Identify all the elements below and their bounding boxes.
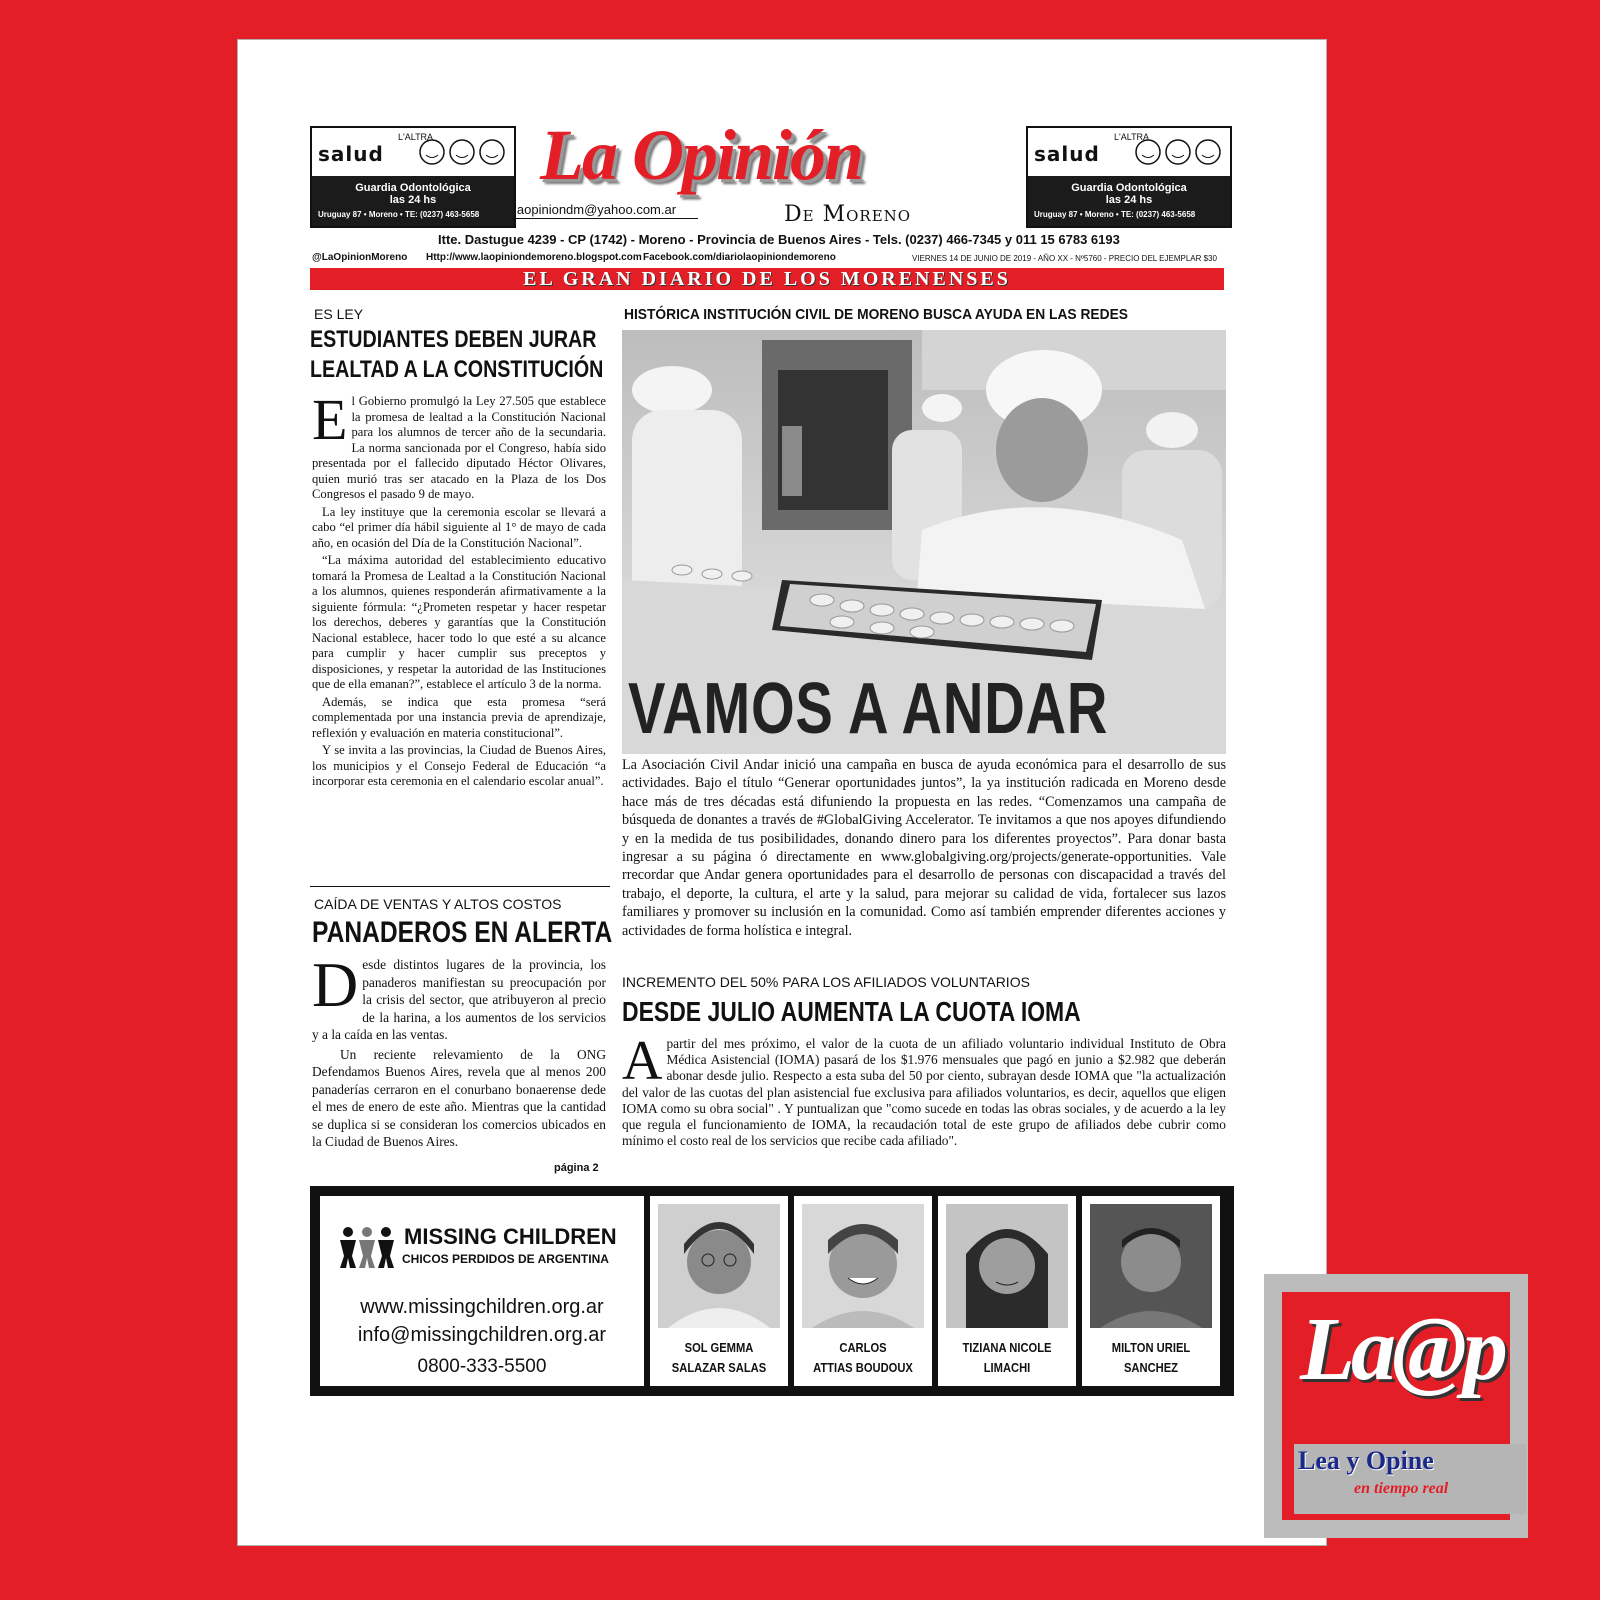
newspaper-page: [238, 40, 1326, 1545]
lap-logo: [1264, 1274, 1528, 1538]
ad-salud: salud: [1034, 142, 1100, 166]
ad-address: Uruguay 87 • Moreno • TE: (0237) 463-5658: [1034, 210, 1196, 219]
story2-paragraph: Un reciente relevamiento de la ONG Defendamos Buenos Aires, revela que al menos 200 panaderías cerraron en el conurbano bonaerense dede el mes de enero de este año. Mientras que la cantidad se duplica si se consideran los comercios ubicados en la Ciudad de Buenos Aires.: [312, 1046, 606, 1149]
child-name-line2: SANCHEZ: [1123, 1360, 1179, 1375]
masthead-address: Itte. Dastugue 4239 - CP (1742) - Moreno - Provincia de Buenos Aires - Tels. (0237) 466-7345 y 011 15 6783 6193: [438, 232, 1120, 247]
story1-paragraph: l Gobierno promulgó la Ley 27.505 que establece la promesa de lealtad a la Constitución Nacional para los alumnos de tercer año de la secundaria. La norma sancionada por el Congreso, había sido presentada por el fallecido diputado Héctor Olivares, quien murió tras ser atacado en la Plaza de los Dos Congresos el pasado 9 de mayo.: [312, 394, 606, 501]
child-name-line2: LIMACHI: [983, 1360, 1031, 1375]
missing-children-web[interactable]: www.missingchildren.org.ar: [360, 1296, 604, 1318]
column-divider: [310, 886, 610, 887]
child-name-line1: SOL GEMMA: [684, 1340, 754, 1355]
children-figures-icon: [336, 1226, 398, 1270]
masthead-email: laopiniondm@yahoo.com.ar: [514, 202, 677, 217]
child-name-line1: CARLOS: [839, 1340, 887, 1355]
story1-body: [312, 387, 606, 792]
lap-subtagline: en tiempo real: [1354, 1480, 1449, 1497]
story1-paragraph: “La máxima autoridad del establecimiento educativo tomará la Promesa de Lealtad a la Constitución Nacional a los alumnos, quienes responderán afirmativamente a la siguiente fórmula: “¿Prometen respetar y hacer respetar los derechos, deberes y garantías que la Constitución Nacional establece, hacer todo lo que esté a su alcance para cumplir y hacer cumplir sus preceptos y disposiciones, y respetar la autoridad de las Instituciones que de ella emanan?”, establece el artículo 3 de la norma.: [312, 553, 606, 691]
masthead-subtitle: De Moreno: [784, 202, 912, 227]
dateline: VIERNES 14 DE JUNIO DE 2019 - AÑO XX - Nº5760 - PRECIO DEL EJEMPLAR $30: [912, 254, 1217, 263]
story2-headline: PANADEROS EN ALERTA: [312, 916, 613, 949]
lap-tagline: Lea y Opine: [1298, 1446, 1434, 1475]
missing-children-email[interactable]: info@missingchildren.org.ar: [357, 1324, 607, 1346]
story3-dropcap: A: [622, 1030, 663, 1092]
story2-body: [312, 949, 606, 1153]
story2-dropcap: D: [312, 949, 359, 1020]
lap-mark: La@p: [1300, 1300, 1504, 1399]
ad-guardia: Guardia Odontológica: [1071, 182, 1187, 194]
child-photo: [802, 1204, 924, 1328]
main-title: VAMOS A ANDAR: [628, 669, 1109, 749]
ad-laltra: L'ALTRA: [1114, 132, 1150, 142]
ad-hours: las 24 hs: [1105, 194, 1153, 206]
missing-child-card: [1082, 1196, 1220, 1386]
child-photo: [946, 1204, 1068, 1328]
smiling-teeth-icon: [1134, 136, 1224, 168]
missing-child-card: [794, 1196, 932, 1386]
twitter-handle: @LaOpinionMoreno: [312, 252, 408, 263]
missing-children-phone: 0800-333-5500: [417, 1356, 547, 1377]
child-name-line1: TIZIANA NICOLE: [962, 1340, 1052, 1355]
missing-children-title: MISSING CHILDREN: [404, 1224, 617, 1249]
child-name-line2: SALAZAR SALAS: [671, 1360, 767, 1375]
story1-headline-line1: ESTUDIANTES DEBEN JURAR: [310, 326, 597, 353]
child-photo: [658, 1204, 780, 1328]
ad-hours: las 24 hs: [389, 194, 437, 206]
story1-headline-line2: LEALTAD A LA CONSTITUCIÓN: [310, 356, 604, 383]
child-name-line2: ATTIAS BOUDOUX: [813, 1360, 913, 1375]
child-photo: [1090, 1204, 1212, 1328]
facebook-url: Facebook.com/diariolaopiniondemoreno: [643, 252, 836, 263]
story1-paragraph: La ley instituye que la ceremonia escolar se llevará a cabo “el primer día hábil siguiente al 1° de mayo de cada año, en ocasión del Día de la Constitución Nacional”.: [312, 504, 606, 550]
missing-children-info: [320, 1196, 644, 1386]
missing-child-card: [650, 1196, 788, 1386]
missing-child-card: [938, 1196, 1076, 1386]
smiling-teeth-icon: [418, 136, 508, 168]
ad-address: Uruguay 87 • Moreno • TE: (0237) 463-5658: [318, 210, 480, 219]
story3-text: partir del mes próximo, el valor de la cuota de un afiliado voluntario individual Instituto de Obra Médica Asistencial (IOMA) pasará de los $1.976 mensuales que pagó en junio a $2.982 que deberán abonar desde julio. Respecto a esta suba del 50 por ciento, subrayan desde IOMA que "la actualización del valor de las cuotas del plan asistencial fue exclusiva para afiliados voluntarios, es decir, aquellos que eligen IOMA como su obra social" . Y puntualizan que "como sucede en todas las obras sociales, y de acuerdo a la ley que regula el funcionamiento de IOMA, la recaudación total de este grupo de afiliados debe cubrir como mínimo el costo real de los servicios que recibe cada afiliado".: [622, 1036, 1226, 1149]
main-kicker: HISTÓRICA INSTITUCIÓN CIVIL DE MORENO BUSCA AYUDA EN LAS REDES: [624, 306, 1129, 323]
story3-headline: DESDE JULIO AUMENTA LA CUOTA IOMA: [622, 996, 1081, 1027]
masthead-logo: La Opinión: [540, 115, 863, 195]
story2-paragraph: esde distintos lugares de la provincia, los panaderos manifiestan su preocupación por la crisis del sector, que atribuyeron al precio de la harina, a los aumentos de los servicios y a la caída en las ventas.: [312, 957, 606, 1042]
story2-kicker: CAÍDA DE VENTAS Y ALTOS COSTOS: [314, 896, 562, 912]
ad-salud: salud: [318, 142, 384, 166]
ad-guardia: Guardia Odontológica: [355, 182, 471, 194]
story1-paragraph: Y se invita a las provincias, la Ciudad de Buenos Aires, los municipios y el Consejo Federal de Educación “a incorporar esta ceremonia en el calendario escolar anual”.: [312, 743, 606, 788]
ad-laltra: L'ALTRA: [398, 132, 434, 142]
story3-body: [622, 1030, 1226, 1149]
story1-paragraph: Además, se indica que esta promesa “será complementada por una instancia previa de aprendizaje, reflexión y evaluación en materia constitucional”.: [312, 694, 606, 740]
child-name-line1: MILTON URIEL: [1111, 1340, 1191, 1355]
salud-ad-right: [1026, 126, 1232, 228]
blog-url: Http://www.laopiniondemoreno.blogspot.com: [426, 252, 642, 263]
email-underline: [510, 218, 698, 219]
lap-tagline-box: [1294, 1444, 1526, 1514]
main-body: La Asociación Civil Andar inició una campaña en busca de ayuda económica para el desarrollo de sus actividades. Bajo el título “Generar oportunidades juntos”, la ya institución radicada en Moreno desde hace más de tres décadas está difuniendo la propuesta en las redes. “Comenzamos una campaña de búsqueda de donantes a través de #GlobalGiving Accelerator. Te invitamos a que nos apoyes difundiendo y en la medida de tus posibilidades, donando dinero para los diferentes proyectos”. Para donar basta ingresar a su página ó directamente en www.globalgiving.org/projects/generate-opportunities. Vale rrecordar que Andar genera oportunidades para el desarrollo de personas con discapacidad a través del trabajo, el deporte, la cultura, el arte y la salud, para mejorar su calidad de vida, fortalecer sus lazos familiares y promover su inclusión en la comunidad. Como así también emprender diferentes acciones y actividades de forma holística e integral.: [622, 757, 1226, 939]
salud-ad-left: [310, 126, 516, 228]
story1-dropcap: E: [312, 387, 348, 452]
masthead-banner: EL GRAN DIARIO DE LOS MORENENSES: [310, 268, 1224, 290]
page-reference: página 2: [554, 1162, 599, 1174]
missing-children-subtitle: CHICOS PERDIDOS DE ARGENTINA: [402, 1252, 609, 1266]
missing-children-strip: [310, 1186, 1234, 1396]
story3-kicker: INCREMENTO DEL 50% PARA LOS AFILIADOS VOLUNTARIOS: [622, 974, 1030, 990]
story1-kicker: ES LEY: [314, 306, 364, 322]
